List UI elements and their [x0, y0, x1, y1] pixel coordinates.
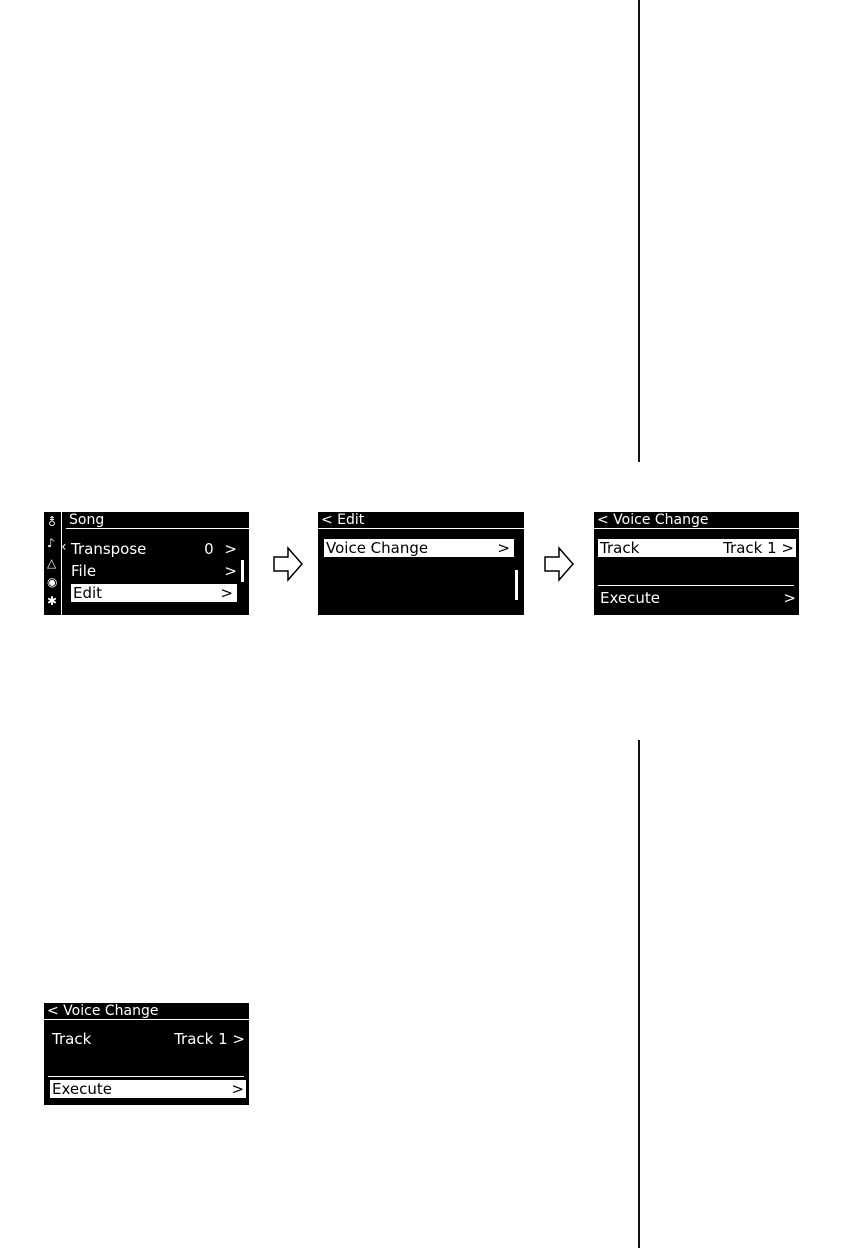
- edit-title: < Edit: [318, 512, 524, 529]
- track-row[interactable]: [598, 539, 796, 557]
- chevron-right-icon: >: [231, 1080, 244, 1098]
- voice-change-execute-screen: [44, 1003, 249, 1105]
- execute-row[interactable]: [600, 589, 796, 607]
- margin-line-bottom: [638, 740, 640, 1248]
- note-icon: ♪: [47, 536, 55, 550]
- selection-pointer-icon: ‹: [61, 539, 67, 555]
- chevron-right-icon: >: [224, 540, 237, 558]
- execute-row[interactable]: [50, 1080, 246, 1098]
- menu-item-value: 0: [204, 540, 214, 558]
- chevron-right-icon: >: [497, 539, 510, 557]
- scrollbar[interactable]: [241, 560, 244, 582]
- voice-change-screen: [594, 512, 799, 615]
- voice-change-title: < Voice Change: [44, 1003, 249, 1020]
- menu-item-file[interactable]: [71, 562, 237, 580]
- icon-column: [44, 512, 62, 615]
- piano-icon: ⚨: [47, 515, 58, 529]
- chevron-right-icon: >: [224, 562, 237, 580]
- voice-change-title: < Voice Change: [594, 512, 799, 529]
- song-title: Song: [66, 512, 249, 529]
- chevron-right-icon: >: [783, 589, 796, 607]
- menu-item-voice-change[interactable]: [324, 539, 514, 557]
- execute-label: Execute: [600, 589, 660, 607]
- margin-line-top: [638, 0, 640, 462]
- track-value: Track 1 >: [723, 539, 794, 557]
- divider: [598, 585, 794, 586]
- menu-item-label: Edit: [73, 584, 103, 602]
- song-screen: [44, 512, 249, 615]
- menu-item-label: File: [71, 562, 97, 580]
- next-arrow-icon: [543, 546, 575, 582]
- scrollbar[interactable]: [515, 570, 518, 600]
- track-value: Track 1 >: [174, 1030, 245, 1048]
- edit-screen: [318, 512, 524, 615]
- track-label: Track: [52, 1030, 92, 1048]
- menu-item-label: Voice Change: [326, 539, 429, 557]
- menu-item-transpose[interactable]: [71, 540, 237, 558]
- metronome-icon: △: [47, 556, 57, 570]
- menu-item-label: Transpose: [71, 540, 147, 558]
- chevron-right-icon: >: [220, 584, 233, 602]
- track-label: Track: [600, 539, 640, 557]
- execute-label: Execute: [52, 1080, 112, 1098]
- record-icon: ◉: [47, 575, 58, 589]
- bluetooth-icon: ✱: [47, 594, 58, 608]
- divider: [48, 1076, 244, 1077]
- menu-item-edit[interactable]: [71, 584, 237, 602]
- track-row[interactable]: [52, 1030, 245, 1048]
- next-arrow-icon: [272, 546, 304, 582]
